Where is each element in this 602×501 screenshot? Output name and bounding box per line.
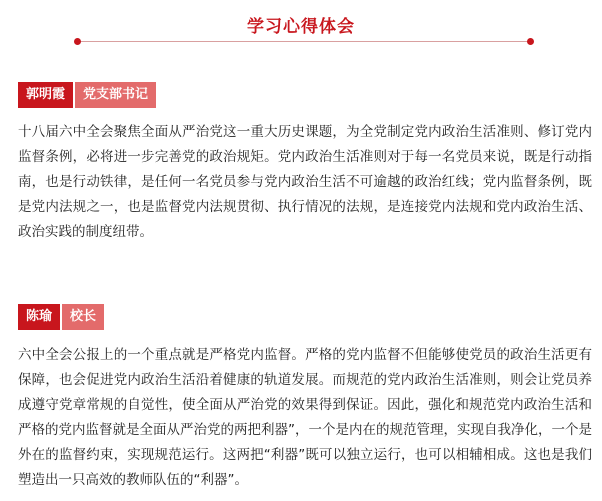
page-title: 学习心得体会: [247, 17, 355, 37]
entry-paragraph: 十八届六中全会聚焦全面从严治党这一重大历史课题，为全党制定党内政治生活准则、修订党内监督条例，必将进一步完善党的政治规矩。党内政治生活准则对于每一名党员来说，既是行动指南，也是行动铁律，是任何一名党员参与党内政治生活不可逾越的政治红线；党内监督条例，既是党内法规之一，也是监督党内法规贯彻、执行情况的法规，是连接党内法规和党内政治生活、政治实践的制度纽带。: [18, 124, 592, 240]
person-name: 郭明霞: [18, 82, 73, 108]
person-role: 党支部书记: [75, 82, 156, 108]
entry-paragraph: 六中全会公报上的一个重点就是严格党内监督。严格的党内监督不但能够使党员的政治生活更有保障，也会促进党内政治生活沿着健康的轨道发展。而规范的党内政治生活准则，则会让党员养成遵守党章常规的自觉性，使全面从严治党的效果得到保证。因此，强化和规范党内政治生活和严格的党内监督就是全面从严治党的两把利器”，一个是内在的规范管理，实现自我净化，一个是外在的监督约束，实现规范运行。这两把“利器”既可以独立运行，也可以相辅相成。这也是我们塑造出一只高效的教师队伍的“利器”。: [18, 347, 592, 488]
person-name: 陈瑜: [18, 304, 60, 330]
person-role: 校长: [62, 304, 104, 330]
divider-dot-left: [74, 38, 81, 45]
title-divider: [78, 41, 530, 42]
section-header: [0, 0, 602, 52]
divider-dot-right: [527, 38, 534, 45]
person-tag: [18, 304, 104, 330]
person-tag: [18, 82, 156, 108]
